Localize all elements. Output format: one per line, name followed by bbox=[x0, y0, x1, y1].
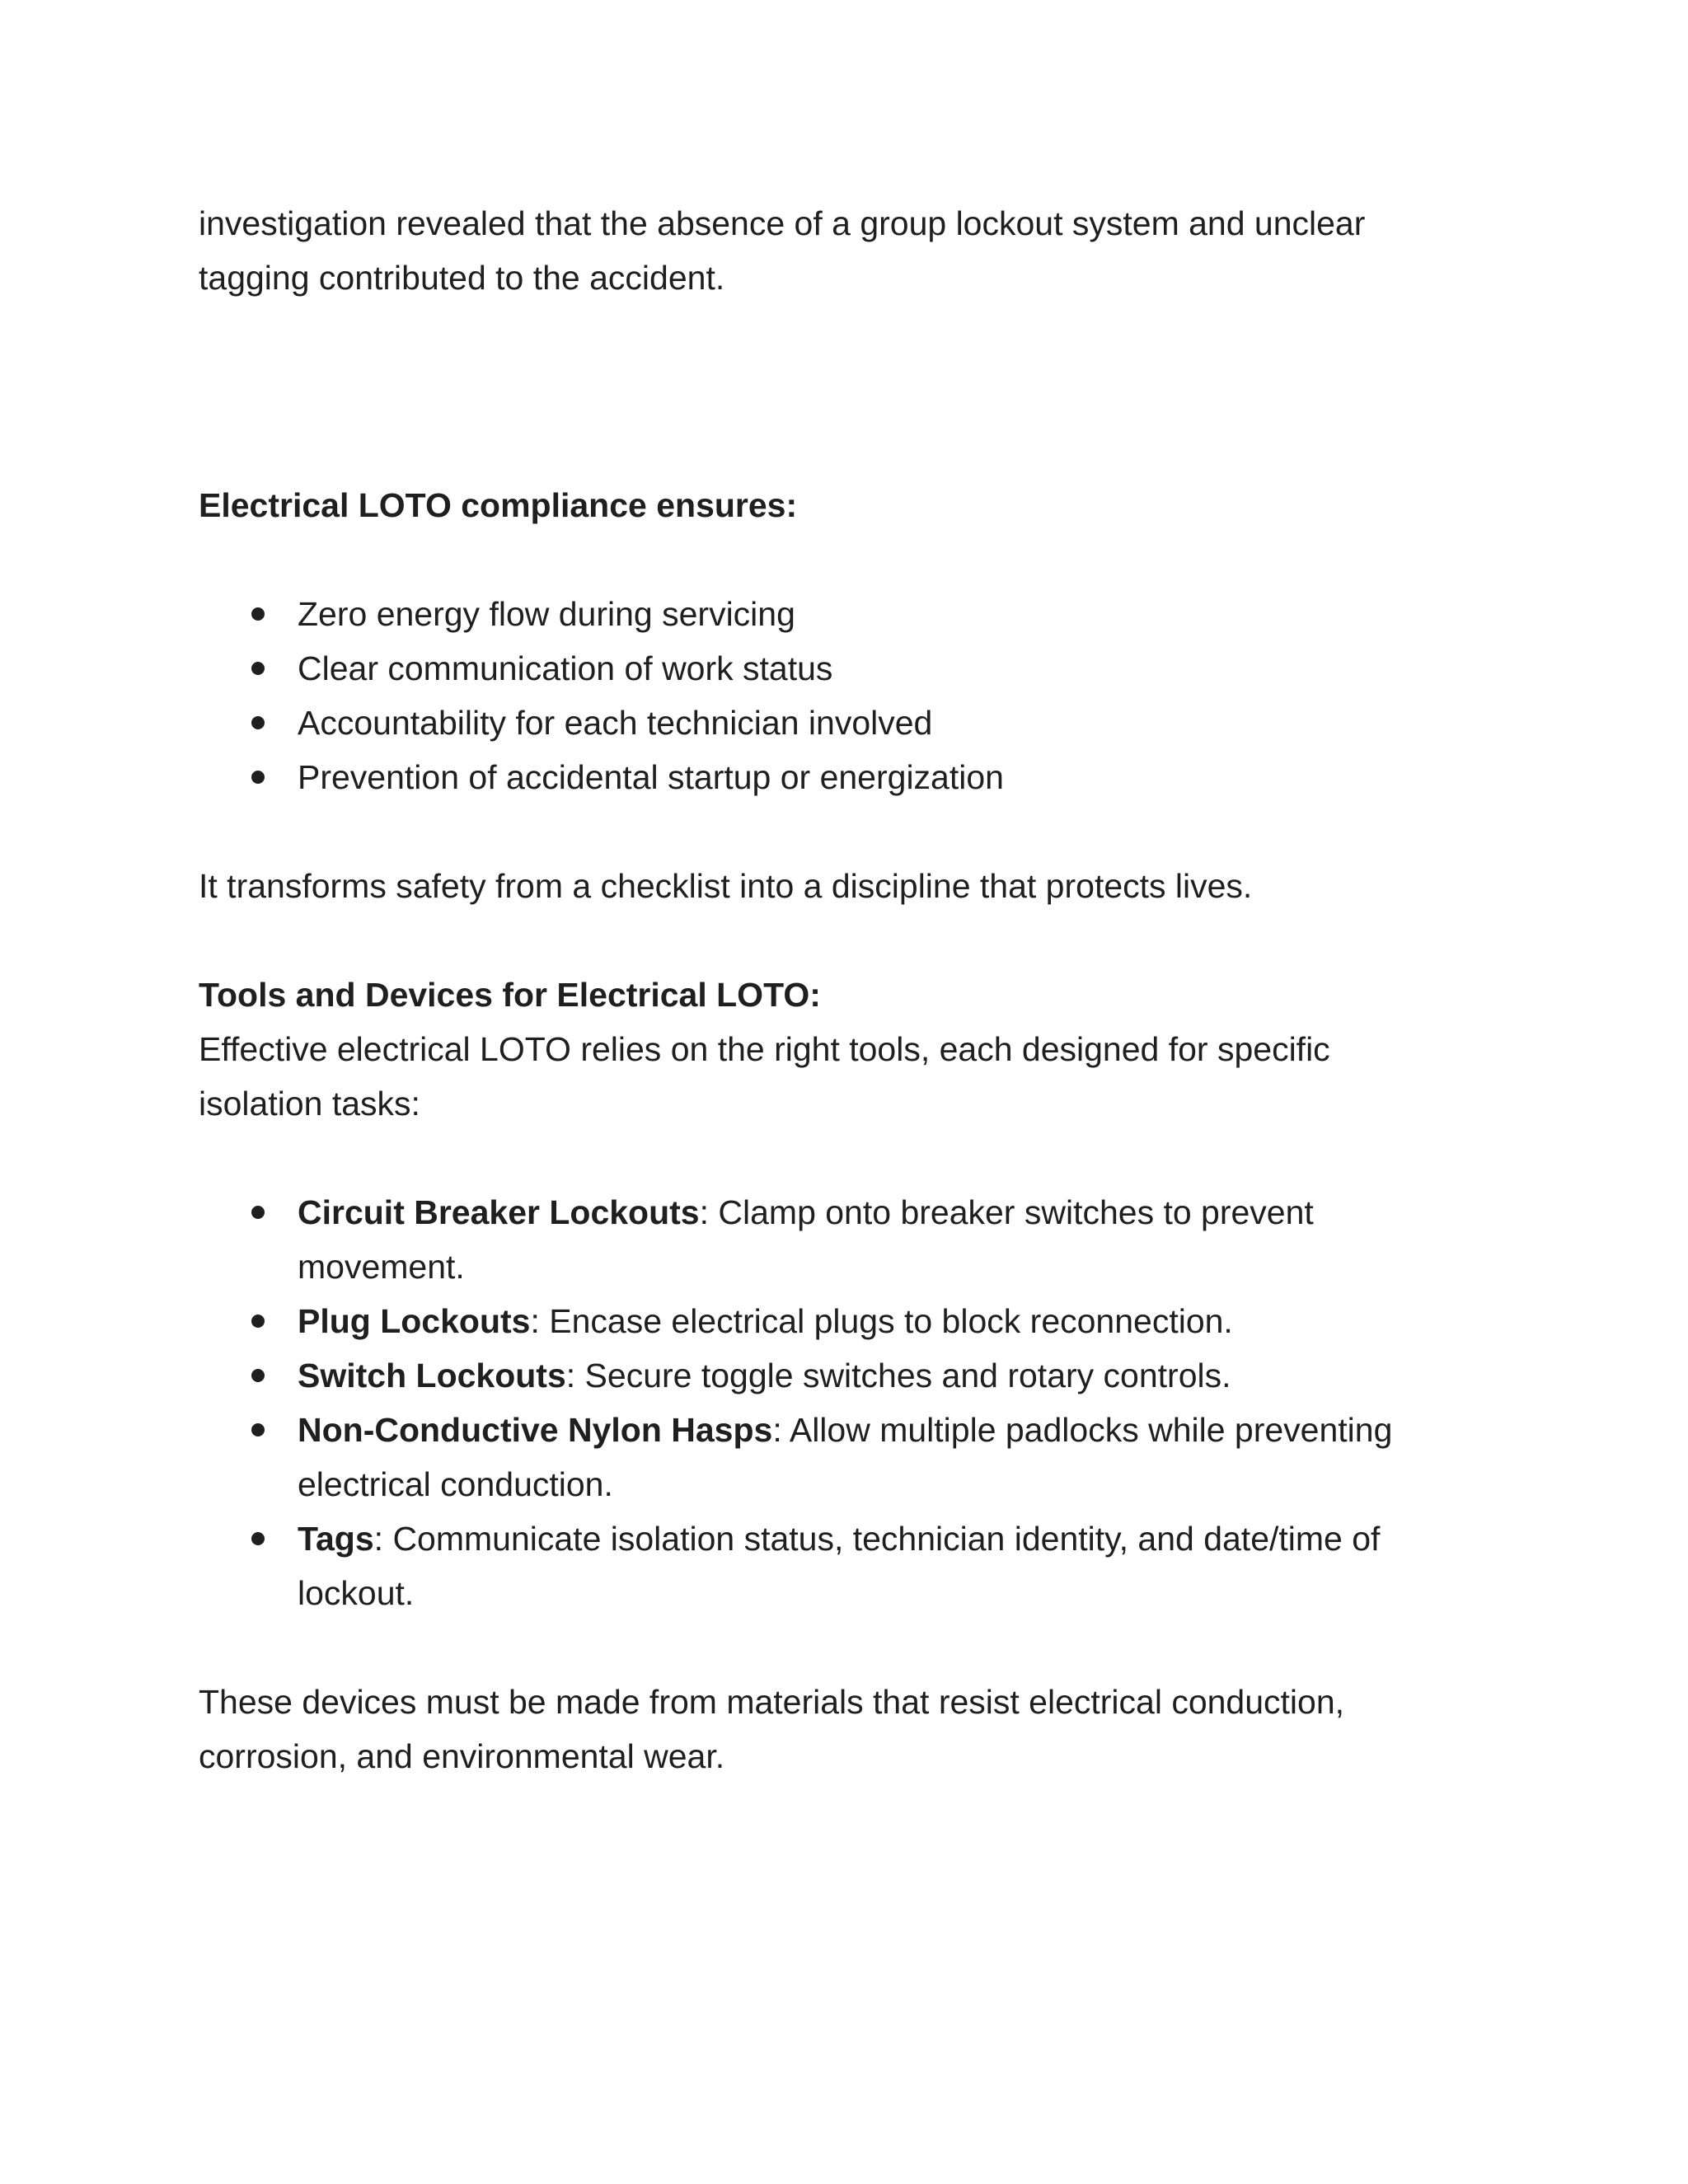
list-item-text: Clear communication of work status bbox=[298, 649, 833, 687]
list-item bbox=[199, 1511, 1460, 1620]
tool-description: : Encase electrical plugs to block reconnection. bbox=[530, 1302, 1233, 1340]
list-item bbox=[199, 641, 1460, 696]
list-item bbox=[199, 1185, 1460, 1294]
tools-heading: Tools and Devices for Electrical LOTO: bbox=[199, 976, 821, 1014]
bullet-icon bbox=[251, 662, 265, 675]
compliance-summary: It transforms safety from a checklist into a discipline that protects lives. bbox=[199, 867, 1253, 905]
spacer bbox=[199, 532, 1460, 587]
list-item bbox=[199, 1348, 1460, 1403]
tool-description: : Secure toggle switches and rotary controls. bbox=[565, 1357, 1231, 1394]
list-item bbox=[199, 1403, 1460, 1511]
list-item bbox=[199, 696, 1460, 750]
tool-term: Circuit Breaker Lockouts bbox=[298, 1193, 700, 1231]
spacer bbox=[199, 913, 1460, 968]
spacer bbox=[199, 305, 1460, 478]
bullet-icon bbox=[251, 607, 265, 621]
compliance-heading: Electrical LOTO compliance ensures: bbox=[199, 486, 798, 524]
tool-term: Tags bbox=[298, 1520, 374, 1558]
list-item bbox=[199, 750, 1460, 804]
spacer bbox=[199, 804, 1460, 859]
tool-term: Switch Lockouts bbox=[298, 1357, 566, 1394]
bullet-icon bbox=[251, 1369, 265, 1382]
page-content bbox=[199, 196, 1460, 1783]
tools-list bbox=[199, 1185, 1460, 1620]
bullet-icon bbox=[251, 1315, 265, 1328]
tool-description: : Communicate isolation status, technician identity, and date/time of lockout. bbox=[298, 1520, 1381, 1612]
tools-intro: Effective electrical LOTO relies on the right tools, each designed for specific isolation tasks: bbox=[199, 1030, 1330, 1122]
list-item bbox=[199, 587, 1460, 641]
bullet-icon bbox=[251, 1532, 265, 1545]
list-item-text: Zero energy flow during servicing bbox=[298, 595, 795, 633]
list-item-text: Accountability for each technician involved bbox=[298, 704, 933, 742]
tool-term: Plug Lockouts bbox=[298, 1302, 531, 1340]
compliance-list bbox=[199, 587, 1460, 804]
closing-paragraph: These devices must be made from materials that resist electrical conduction, corrosion, and environmental wear. bbox=[199, 1683, 1345, 1775]
list-item bbox=[199, 1294, 1460, 1348]
bullet-icon bbox=[251, 1206, 265, 1219]
spacer bbox=[199, 1131, 1460, 1185]
bullet-icon bbox=[251, 1423, 265, 1436]
spacer bbox=[199, 1620, 1460, 1675]
list-item-text: Prevention of accidental startup or energization bbox=[298, 758, 1004, 796]
tool-description: : Clamp onto breaker switches to prevent movement. bbox=[298, 1193, 1314, 1286]
bullet-icon bbox=[251, 716, 265, 729]
tool-term: Non-Conductive Nylon Hasps bbox=[298, 1411, 773, 1449]
tool-description: : Allow multiple padlocks while preventing electrical conduction. bbox=[298, 1411, 1393, 1503]
intro-paragraph: investigation revealed that the absence of a group lockout system and unclear tagging contributed to the accident. bbox=[199, 204, 1366, 297]
bullet-icon bbox=[251, 771, 265, 784]
